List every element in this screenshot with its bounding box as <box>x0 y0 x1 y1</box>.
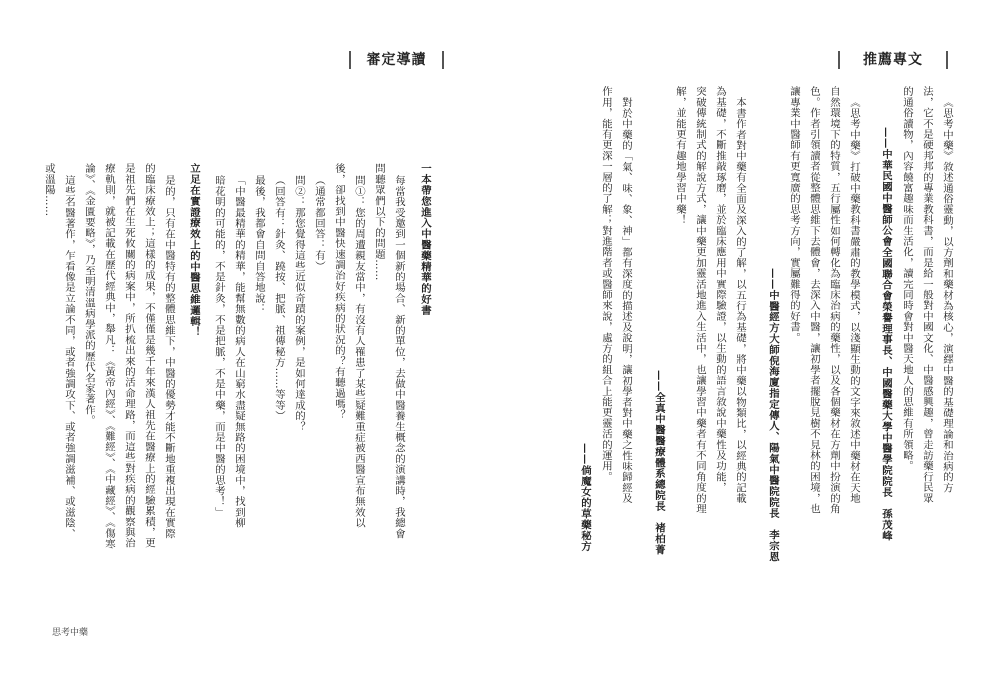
recommendation-text-line: 《思考中藥》敘述通俗靈動，以方劑和藥材為核心，演繹中醫的基礎理論和治病的方 <box>941 97 953 493</box>
article-text-line: 是祖先們在生死攸關的病案中，所扒梳出來的活命理路，而這些對疾病的觀察與治 <box>123 163 135 549</box>
article-text-line: 暗花明的可能的，不是針灸，不是把脈，不是中藥，而是中醫的思考！」 <box>213 175 225 518</box>
recommendation-text-line: 的通俗讀物，內容饒富趣味而生活化，讀完同時會對中醫天地人的思維有所領略。 <box>901 86 913 472</box>
recommendation-text-line: 解，並能更有趣地學習中藥！ <box>674 86 686 226</box>
section-header-label: 推薦專文 <box>863 52 923 68</box>
running-footer-book-title: 思考中藥 <box>52 628 89 638</box>
article-subheading: 立足在實證療效上的中醫思維邏輯！ <box>188 163 200 338</box>
article-text-line: 的臨床療效上；這樣的成果，不僅僅是幾千年來漢人祖先在醫療上的經驗累積，更 <box>143 163 155 549</box>
section-header-recommendations <box>838 51 948 69</box>
header-divider <box>946 51 948 69</box>
recommendation-text-line: 色。作者引領讀者從整體思維下去體會，去深入中醫，讓初學者擺脫見樹不見林的困境，也 <box>808 86 820 514</box>
recommendation-text-line: 讓專業中醫師有更寬廣的思考方向，實屬難得的好書。 <box>788 86 800 343</box>
recommendation-text-line: 《思考中藥》打破中藥教科書嚴肅的教學模式，以淺顯生動的文字來敘述中藥材在天地 <box>848 97 860 504</box>
recommendation-signature: ——中華民國中醫師公會全國聯合會榮譽理事長、中國醫藥大學中醫學院院長 孫茂峰 <box>880 127 892 542</box>
article-text-line: 「中醫最精華的精華，能幫無數的病人在山窮水盡疑無路的困境中，找到柳 <box>233 175 245 529</box>
header-divider <box>442 51 444 69</box>
article-text-line: 是的，只有在中醫特有的整體思維下，中醫的優勢才能不斷地重複出現在實際 <box>163 175 175 539</box>
header-divider <box>349 51 351 69</box>
recommendation-text-line: 對於中藥的「氣、味、象、神」都有深度的描述及說明，讓初學者對中藥之性味歸經及 <box>620 97 632 504</box>
recommendation-signature: ——中醫經方大師倪海廈指定傳人、陽氣中醫院院長 李宗恩 <box>767 268 779 563</box>
recommendation-text-line: 法，它不是硬邦邦的專業教科書，而是給一般對中國文化、中醫感興趣，曾走訪藥行民眾 <box>921 86 933 504</box>
recommendation-text-line: 自然環境下的特質，五行屬性如何轉化為臨床治病的藥性，以及各個藥材在方劑中扮演的角 <box>828 86 840 514</box>
article-text-line: 每當我受邀到一個新的場合、新的單位，去做中醫養生概念的演講時，我總會 <box>393 175 405 539</box>
article-text-line: 療軌則，就被記載在歷代經典中，舉凡：《黃帝內經》、《難經》、《中藏經》、《傷寒 <box>103 163 115 550</box>
article-text-line: 論》、《金匱要略》，乃至明清溫病學派的歷代名家著作。 <box>83 163 95 426</box>
header-divider <box>838 51 840 69</box>
recommendation-text-line: 突破傳統制式的解說方式，讓中藥更加靈活地進入生活中，也讓學習中藥者有不同角度的理 <box>694 86 706 514</box>
article-text-line: 問①：您的周遭親友當中，有沒有人罹患了某些疑難重症被西醫宣布無效以 <box>353 175 365 529</box>
recommendation-text-line: 本書作者對中藥有全面及深入的了解，以五行為基礎，將中藥以物類比，以經典的記載 <box>734 97 746 504</box>
article-text-line: 問聽眾們以下的問題…… <box>373 163 385 281</box>
section-header-reviewer-guide <box>349 51 444 69</box>
article-text-line: （回答有：針灸、蹺按、把脈、祖傳秘方……等等） <box>273 175 285 422</box>
recommendation-text-line: 作用，能有更深一層的了解；對進階者或醫師來說，處方的組合上能更靈活的運用。 <box>600 86 612 482</box>
article-text-line: 最後，我都會自問自答地說： <box>253 175 265 315</box>
article-text-line: （通常都回答：有） <box>313 175 325 272</box>
article-text-line: 後，卻找到中醫快速調治好疾病的狀況的？有聽過嗎？ <box>333 163 345 420</box>
recommendation-text-line: 為基礎，不斷推敲琢磨，並於臨床應用中實際驗證，以生動的語言敘說中藥性及功能， <box>714 86 726 493</box>
article-text-line: 問②：那您覺得這些近似奇蹟的案例，是如何達成的？ <box>293 175 305 432</box>
recommendation-signature: ——倘魔女的草藥秘方 <box>579 443 591 552</box>
section-header-label: 審定導讀 <box>366 52 427 68</box>
article-text-line: 或溫陽…… <box>43 163 55 217</box>
recommendation-signature: ——全真中醫醫療體系總院長 褚柏菁 <box>653 370 665 556</box>
article-heading: 一本帶您進入中醫藥精華的好書 <box>419 163 431 316</box>
article-text-line: 這些名醫著作，乍看像是立論不同，或者強調攻下、或者強調滋補、或滋陰、 <box>63 175 75 539</box>
